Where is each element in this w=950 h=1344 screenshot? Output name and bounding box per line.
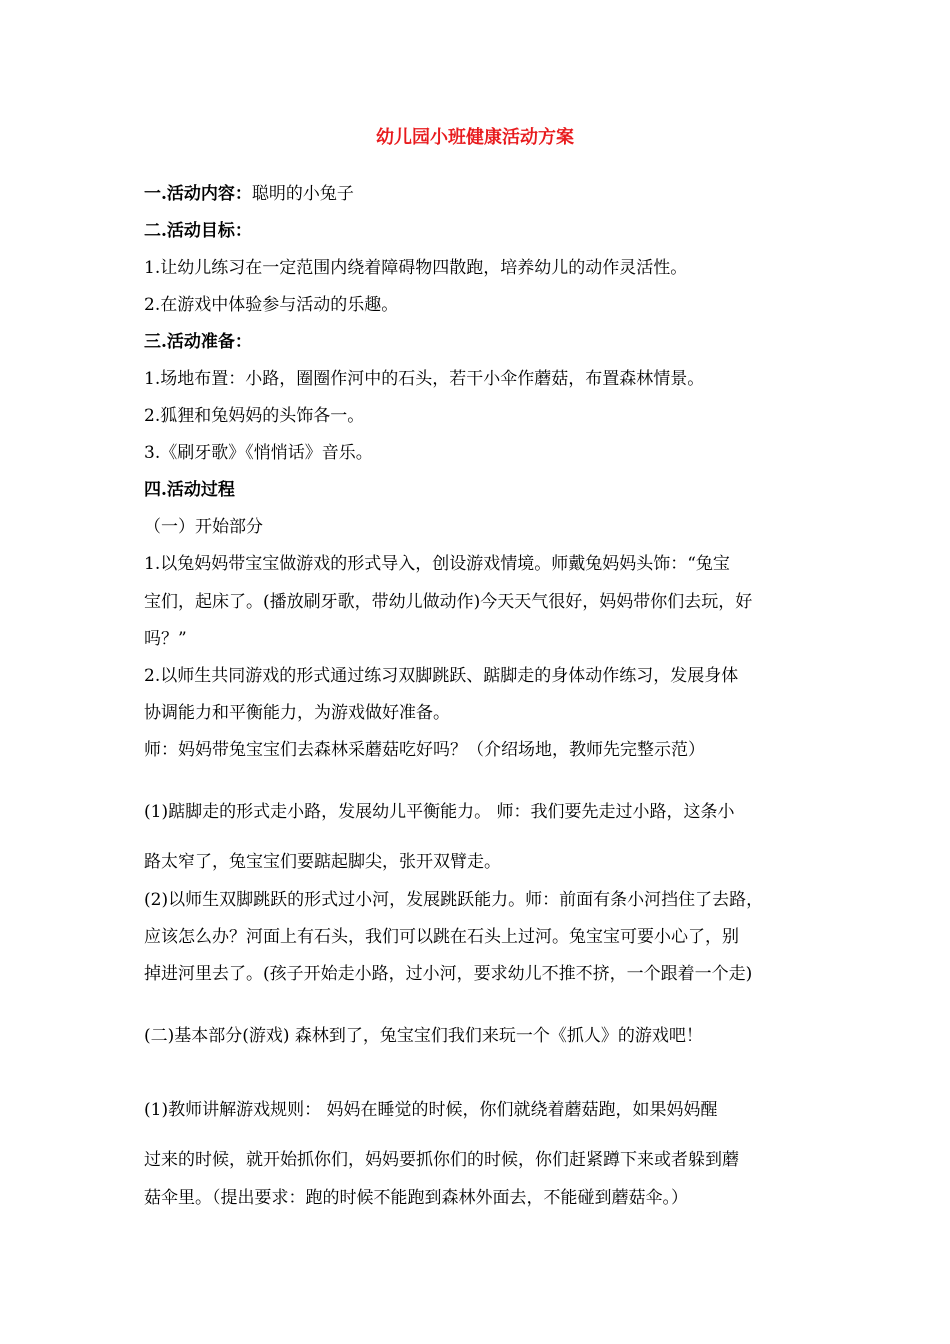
paragraph-5-line-2: 应该怎么办？河面上有石头，我们可以跳在石头上过河。兔宝宝可要小心了，别 bbox=[144, 927, 739, 947]
paragraph-1-line-2: 宝们，起床了。(播放刷牙歌，带幼儿做动作)今天天气很好，妈妈带你们去玩，好 bbox=[144, 592, 753, 612]
part-two-line: (二)基本部分(游戏) 森林到了，兔宝宝们我们来玩一个《抓人》的游戏吧！ bbox=[144, 1026, 703, 1046]
goal-item-1: 1.让幼儿练习在一定范围内绕着障碍物四散跑，培养幼儿的动作灵活性。 bbox=[144, 258, 688, 278]
paragraph-5-line-1: (2)以师生双脚跳跃的形式过小河，发展跳跃能力。师：前面有条小河挡住了去路， bbox=[144, 890, 764, 910]
paragraph-1-line-1: 1.以兔妈妈带宝宝做游戏的形式导入，创设游戏情境。师戴兔妈妈头饰：“兔宝 bbox=[144, 554, 730, 574]
paragraph-2-line-1: 2.以师生共同游戏的形式通过练习双脚跳跃、踮脚走的身体动作练习，发展身体 bbox=[144, 666, 739, 686]
prep-item-1: 1.场地布置：小路，圈圈作河中的石头，若干小伞作蘑菇，布置森林情景。 bbox=[144, 369, 705, 389]
paragraph-4-line-1: (1)踮脚走的形式走小路，发展幼儿平衡能力。 师：我们要先走过小路，这条小 bbox=[144, 802, 735, 822]
paragraph-2-line-2: 协调能力和平衡能力，为游戏做好准备。 bbox=[144, 703, 450, 723]
paragraph-3: 师：妈妈带兔宝宝们去森林采蘑菇吃好吗？（介绍场地，教师先完整示范） bbox=[144, 740, 705, 760]
paragraph-5-line-3: 掉进河里去了。(孩子开始走小路，过小河，要求幼儿不推不挤，一个跟着一个走) bbox=[144, 964, 753, 984]
prep-item-3: 3.《刷牙歌》《悄悄话》音乐。 bbox=[144, 443, 373, 463]
activity-prep-heading: 三.活动准备： bbox=[144, 332, 252, 352]
activity-content-line bbox=[144, 180, 814, 208]
paragraph-6-line-1: (1)教师讲解游戏规则： 妈妈在睡觉的时候，你们就绕着蘑菇跑，如果妈妈醒 bbox=[144, 1100, 718, 1120]
paragraph-6-line-2: 过来的时候，就开始抓你们，妈妈要抓你们的时候，你们赶紧蹲下来或者躲到蘑 bbox=[144, 1150, 739, 1170]
activity-content-value: 聪明的小兔子 bbox=[251, 184, 354, 204]
paragraph-4-line-2: 路太窄了，兔宝宝们要踮起脚尖，张开双臂走。 bbox=[144, 852, 501, 872]
paragraph-6-line-3: 菇伞里。（提出要求：跑的时候不能跑到森林外面去，不能碰到蘑菇伞。） bbox=[144, 1188, 688, 1208]
prep-item-2: 2.狐狸和兔妈妈的头饰各一。 bbox=[144, 406, 365, 426]
activity-content-label: 一.活动内容： bbox=[144, 184, 252, 204]
activity-process-heading: 四.活动过程 bbox=[144, 480, 235, 500]
part-one-heading: （一）开始部分 bbox=[144, 517, 263, 537]
paragraph-1-line-3: 吗？” bbox=[144, 629, 187, 649]
document-title: 幼儿园小班健康活动方案 bbox=[376, 127, 574, 148]
activity-goals-heading: 二.活动目标： bbox=[144, 221, 252, 241]
goal-item-2: 2.在游戏中体验参与活动的乐趣。 bbox=[144, 295, 399, 315]
